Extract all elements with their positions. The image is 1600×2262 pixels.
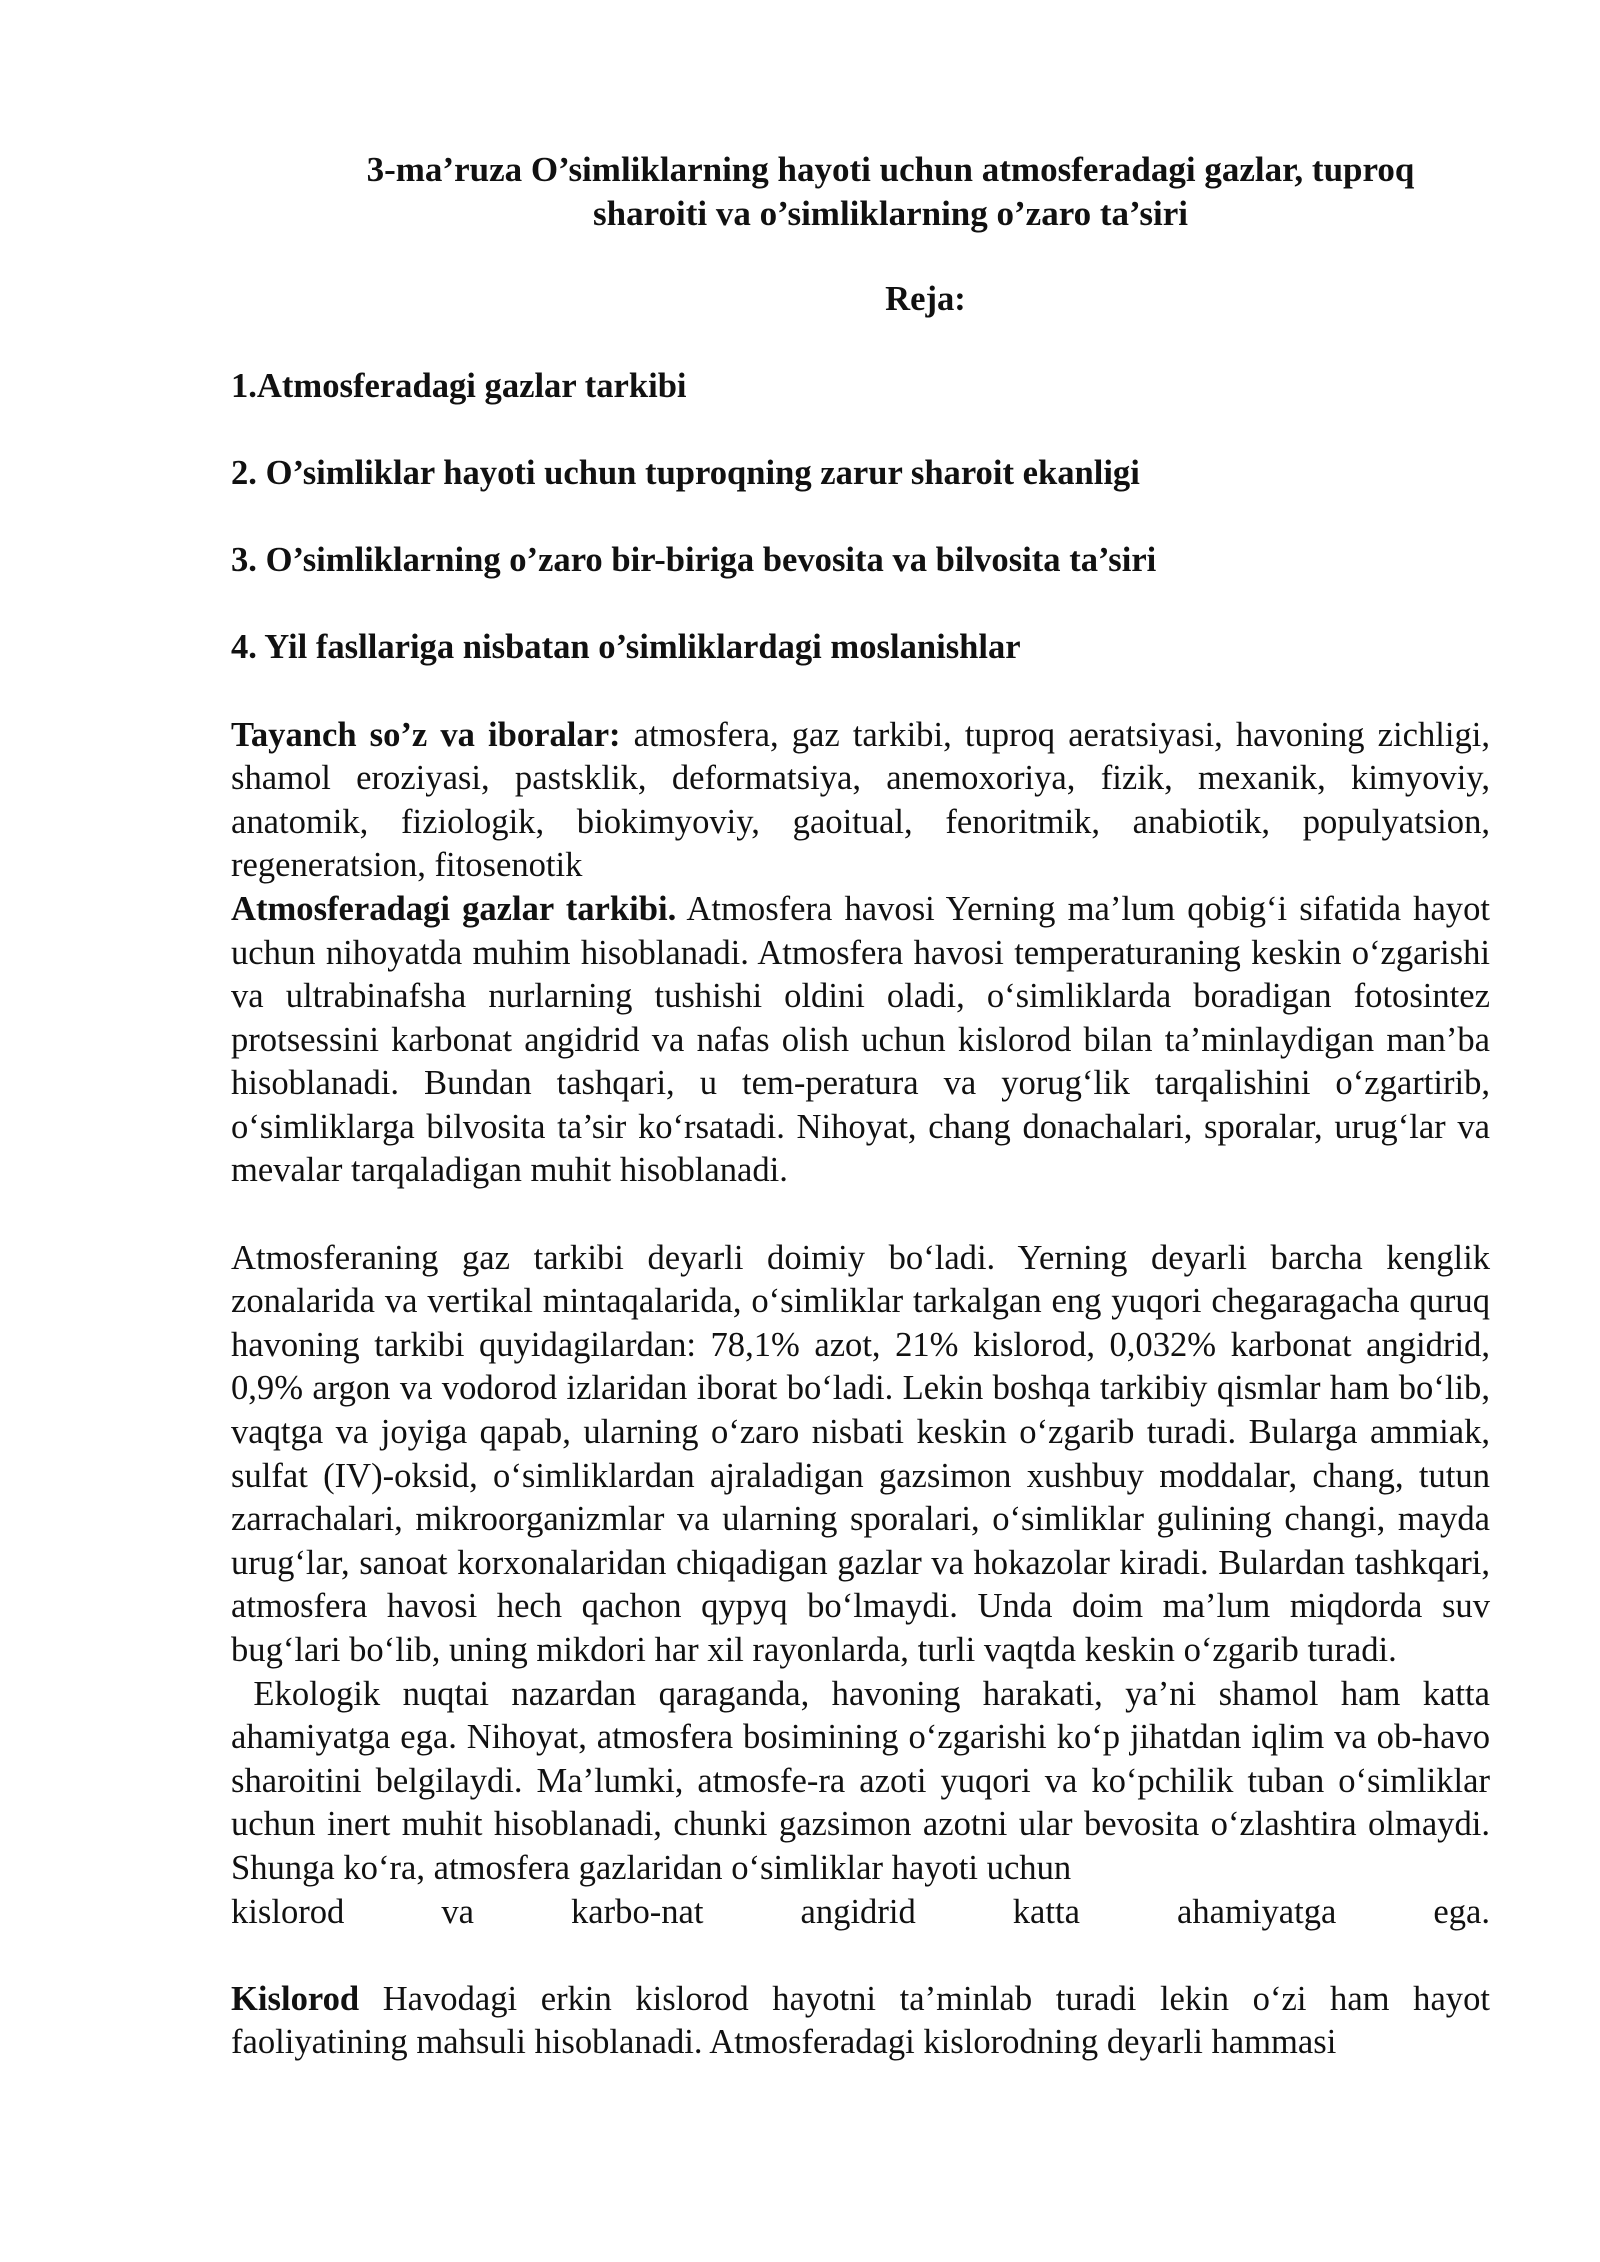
plan-item: 2. O’simliklar hayoti uchun tuproqning zarur sharoit ekanligi: [231, 453, 1140, 492]
plan-list: [231, 365, 1490, 670]
ecology-paragraph-last-line: kislorod va karbo-nat angidrid katta ahamiyatga ega.: [231, 1892, 1490, 1931]
oxygen-paragraph: [231, 1978, 1490, 2065]
plan-item: 3. O’simliklarning o’zaro bir-biriga bevosita va bilvosita ta’siri: [231, 541, 1157, 580]
ecology-paragraph: Ekologik nuqtai nazardan qaraganda, havoning harakati, ya’ni shamol ham katta ahamiyatga ega. Nihoyat, atmosfera bosimining o‘zgarishi ko‘p jihatdan iqlim va ob-havo sharoitini belgilaydi. Ma’lumki, atmosfe-ra azoti yuqori va ko‘pchilik tuban o‘simliklar uchun inert muhit hisoblanadi, chunki gazsimon azotni ular bevosita o‘zlashtira olmaydi. Shunga ko‘ra, atmosfera gazlaridan o‘simliklar hayoti uchun: [231, 1674, 1499, 1887]
oxygen-label: Kislorod: [231, 1979, 360, 2018]
oxygen-text: Havodagi erkin kislorod hayotni ta’minlab turadi lekin o‘zi ham hayot faoliyatining mahsuli hisoblanadi. Atmosferadagi kislorodning deyarli hammasi: [231, 1979, 1490, 2062]
keywords-label: Tayanch so’z va iboralar:: [231, 715, 621, 754]
lecture-title-line-2: sharoiti va o’simliklarning o’zaro ta’siri: [593, 193, 1188, 233]
keywords-paragraph: [231, 714, 1490, 888]
lecture-title: [231, 148, 1490, 235]
section-atmosphere-label: Atmosferadagi gazlar tarkibi.: [231, 889, 677, 928]
lecture-title-line-1: 3-ma’ruza O’simliklarning hayoti uchun atmosferadagi gazlar, tuproq: [366, 150, 1415, 189]
section-atmosphere-text: Atmosfera havosi Yerning ma’lum qobig‘i sifatida hayot uchun nihoyatda muhim hisoblanadi. Atmosfera havosi temperaturaning keskin o‘zgarishi va ultrabinafsha nurlarning tushishi oldini oladi, o‘simliklarda boradigan fotosintez protsessini karbonat angidrid va nafas olish uchun kislorod bilan ta’minlaydigan man’ba hisoblanadi. Bundan tashqari, u tem-peratura va yorug‘lik tarqalishini o‘zgartirib, o‘simliklarga bilvosita ta’sir ko‘rsatadi. Nihoyat, chang donachalari, sporalar, urug‘lar va mevalar tarqaladigan muhit hisoblanadi.: [231, 889, 1490, 1190]
plan-heading: Reja:: [885, 280, 966, 319]
plan-item: 1.Atmosferadagi gazlar tarkibi: [231, 366, 687, 405]
plan-item: 4. Yil fasllariga nisbatan o’simliklardagi moslanishlar: [231, 628, 1021, 667]
document-body: [231, 148, 1499, 2065]
section-atmosphere-paragraph: [231, 888, 1490, 1193]
gas-composition-paragraph: Atmosferaning gaz tarkibi deyarli doimiy bo‘ladi. Yerning deyarli barcha kenglik zonalarida va vertikal mintaqalarida, o‘simliklar tarkalgan eng yuqori chegaragacha quruq havoning tarkibi quyidagilardan: 78,1% azot, 21% kislorod, 0,032% karbonat angidrid, 0,9% argon va vodorod izlaridan iborat bo‘ladi. Lekin boshqa tarkibiy qismlar ham bo‘lib, vaqtga va joyiga qapab, ularning o‘zaro nisbati keskin o‘zgarib turadi. Bularga ammiak, sulfat (IV)-oksid, o‘simliklardan ajraladigan gazsimon xushbuy moddalar, chang, tutun zarrachalari, mikroorganizmlar va ularning sporalari, o‘simliklar gulining changi, mayda urug‘lar, sanoat korxonalaridan chiqadigan gazlar va hokazolar kiradi. Bulardan tashkqari, atmosfera havosi hech qachon qypyq bo‘lmaydi. Unda doim ma’lum miqdorda suv bug‘lari bo‘lib, uning mikdori har xil rayonlarda, turli vaqtda keskin o‘zgarib turadi.: [231, 1238, 1490, 1669]
keywords-text: atmosfera, gaz tarkibi, tuproq aeratsiyasi, havoning zichligi, shamol eroziyasi, pastsklik, deformatsiya, anemoxoriya, fizik, mexanik, kimyoviy, anatomik, fiziologik, biokimyoviy, gaoitual, fenoritmik, anabiotik, populyatsion, regeneratsion, fitosenotik: [231, 715, 1490, 885]
